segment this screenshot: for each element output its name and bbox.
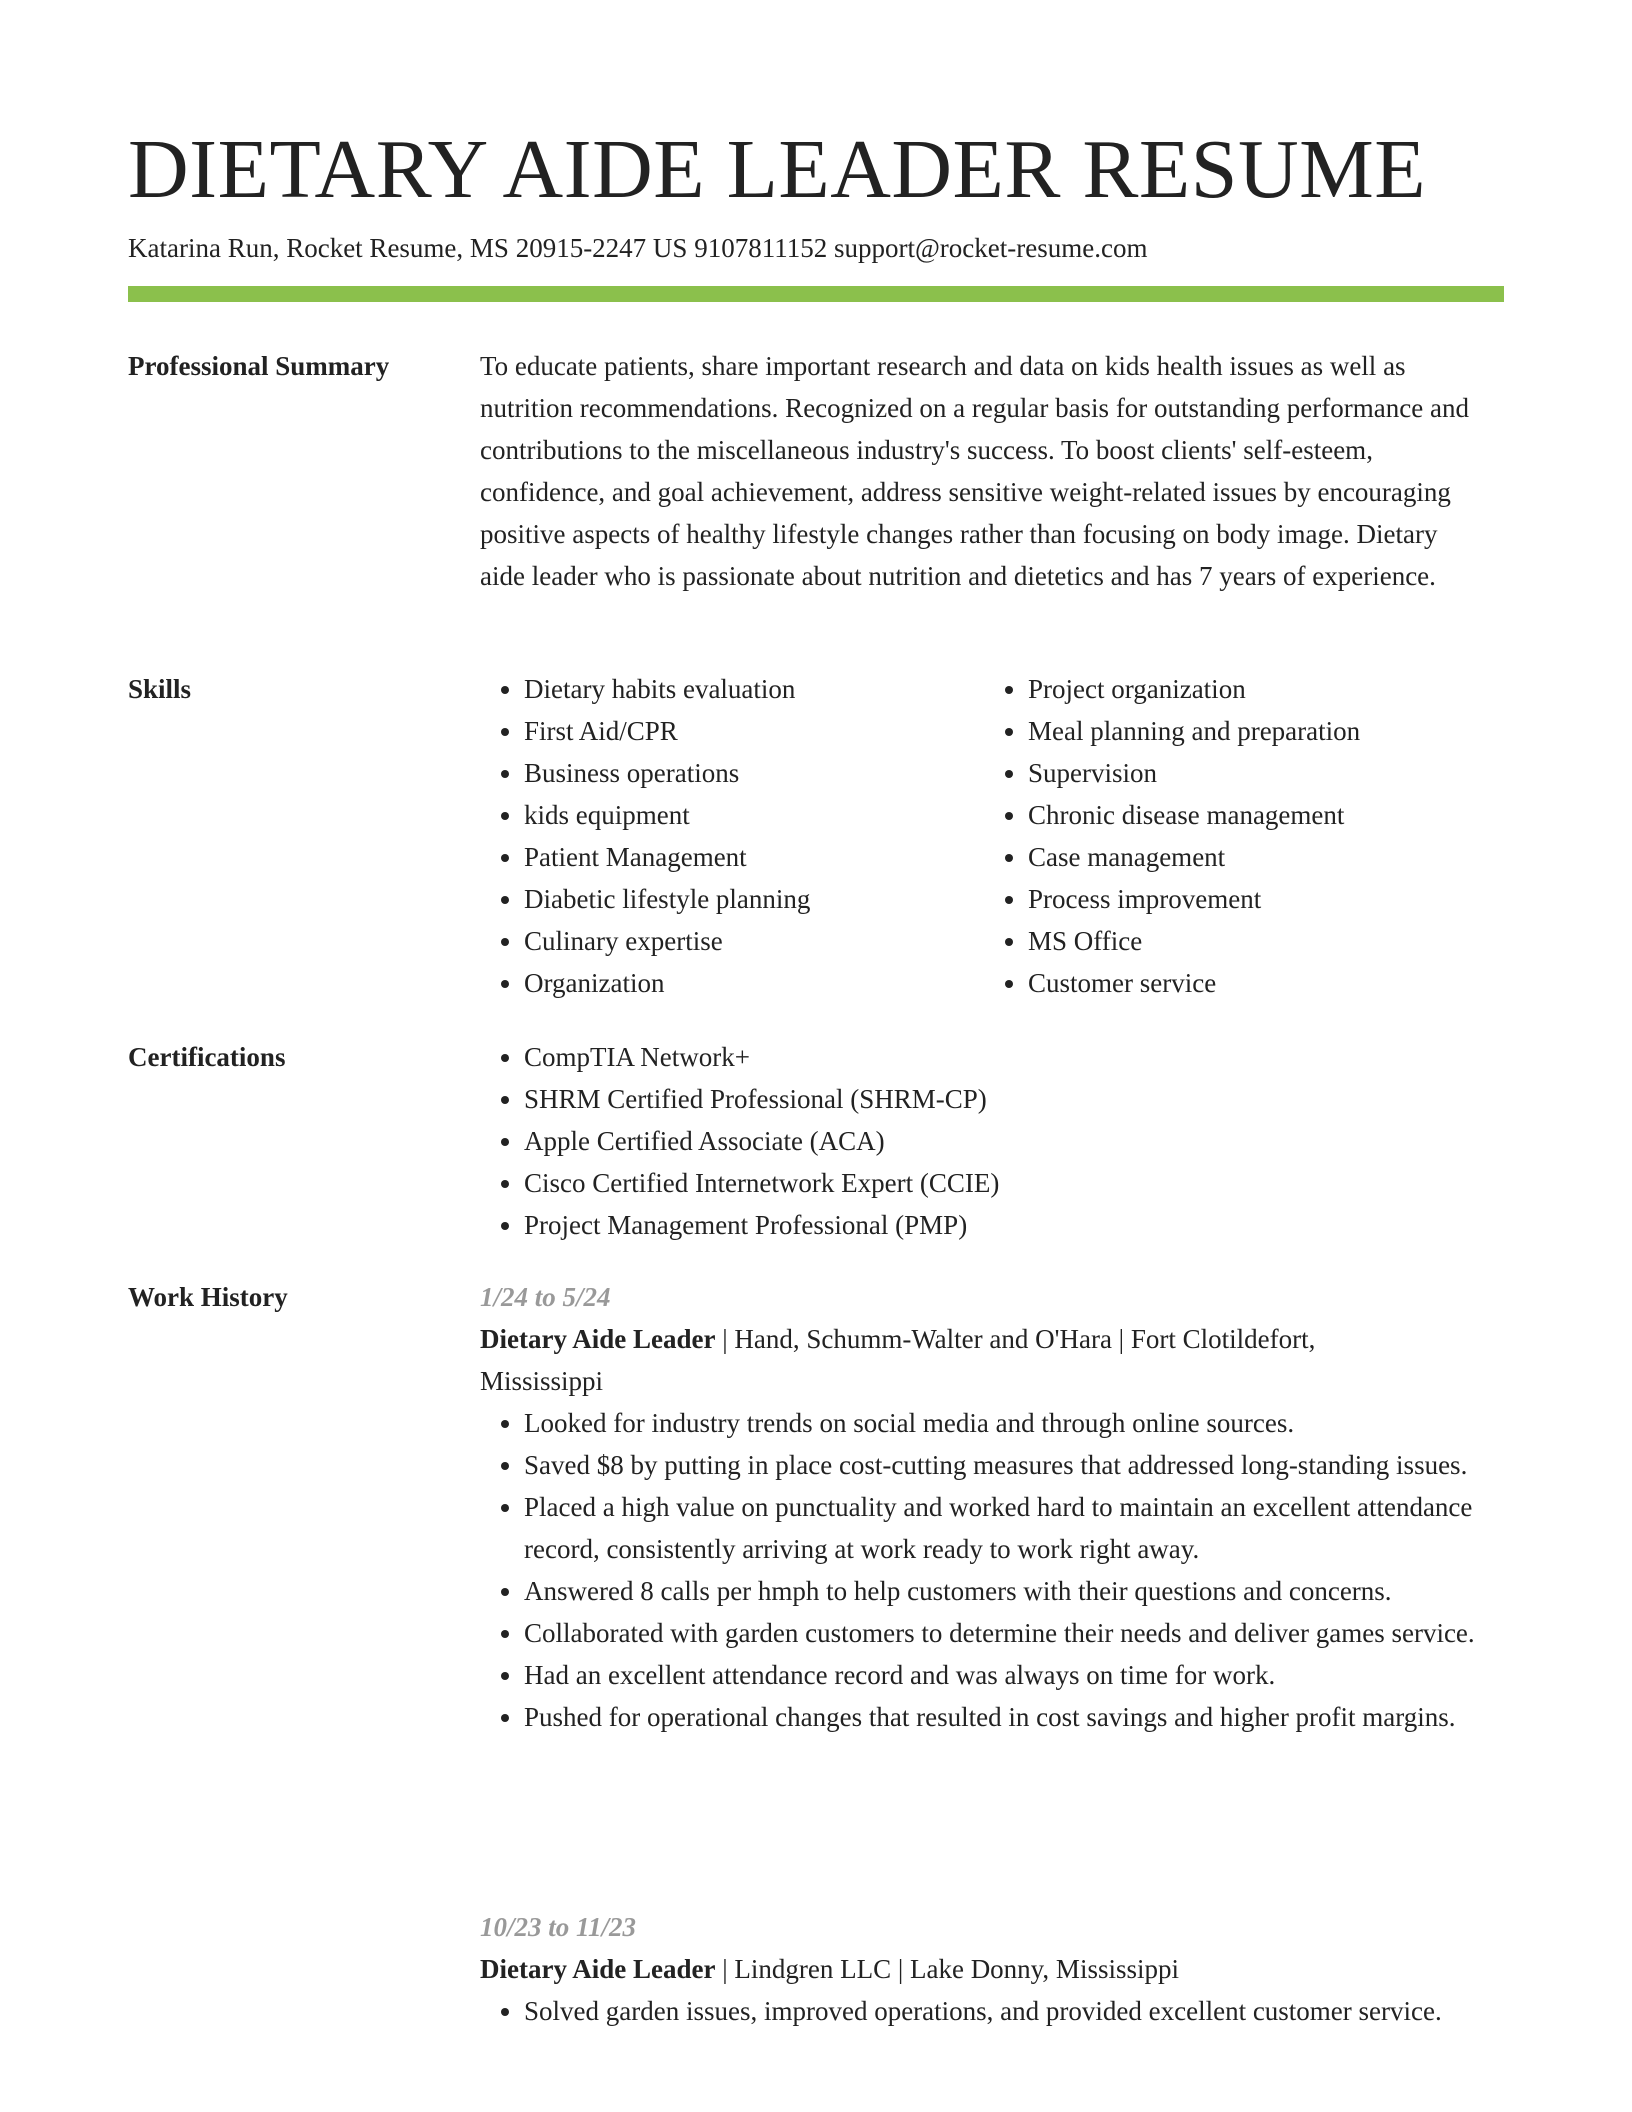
job-dates: 10/23 to 11/23 bbox=[480, 1912, 637, 1942]
job-bullet: • Answered 8 calls per hmph to help customers with their questions and concerns. bbox=[524, 1570, 1490, 1612]
job-bullets bbox=[480, 1990, 1490, 2032]
certification-item: • SHRM Certified Professional (SHRM-CP) bbox=[524, 1078, 1480, 1120]
skill-item: • First Aid/CPR bbox=[524, 710, 984, 752]
certification-item: • Cisco Certified Internetwork Expert (CCIE) bbox=[524, 1162, 1480, 1204]
skill-item: • Business operations bbox=[524, 752, 984, 794]
skills-label: Skills bbox=[128, 674, 192, 704]
certification-item: • CompTIA Network+ bbox=[524, 1036, 1480, 1078]
skills-column-left bbox=[480, 668, 984, 1004]
skill-item: • Project organization bbox=[1028, 668, 1488, 710]
skill-item: • MS Office bbox=[1028, 920, 1488, 962]
skill-item: • Organization bbox=[524, 962, 984, 1004]
skills-list-left bbox=[480, 668, 984, 1004]
job-bullet: • Placed a high value on punctuality and worked hard to maintain an excellent attendance record, consistently arriving at work ready to work right away. bbox=[524, 1486, 1490, 1570]
skill-item: • Patient Management bbox=[524, 836, 984, 878]
job-bullets bbox=[480, 1402, 1490, 1738]
summary-body bbox=[480, 345, 1480, 597]
skill-item: • Case management bbox=[1028, 836, 1488, 878]
skills-body bbox=[480, 668, 1480, 1004]
job-entry bbox=[480, 1906, 1490, 2032]
resume-title: DIETARY AIDE LEADER RESUME bbox=[128, 123, 1427, 216]
job-details: | Lindgren LLC | Lake Donny, Mississippi bbox=[715, 1954, 1179, 1984]
job-bullet: • Solved garden issues, improved operations, and provided excellent customer service. bbox=[524, 1990, 1490, 2032]
job-title: Dietary Aide Leader bbox=[480, 1954, 716, 1984]
summary-text: To educate patients, share important research and data on kids health issues as well as nutrition recommendations. Recognized on a regular basis for outstanding performance and contributions to the miscellaneous industry's success. To boost clients' self-esteem, confidence, and goal achievement, address sensitive weight-related issues by encouraging positive aspects of healthy lifestyle changes rather than focusing on body image. Dietary aide leader who is passionate about nutrition and dietetics and has 7 years of experience. bbox=[480, 351, 1469, 591]
job-bullet: • Had an excellent attendance record and was always on time for work. bbox=[524, 1654, 1490, 1696]
job-title: Dietary Aide Leader bbox=[480, 1324, 716, 1354]
accent-divider bbox=[128, 286, 1504, 302]
skill-item: • Process improvement bbox=[1028, 878, 1488, 920]
certification-item: • Project Management Professional (PMP) bbox=[524, 1204, 1480, 1246]
certifications-body bbox=[480, 1036, 1480, 1246]
skill-item: • Dietary habits evaluation bbox=[524, 668, 984, 710]
contact-line: Katarina Run, Rocket Resume, MS 20915-2247 US 9107811152 support@rocket-resume.com bbox=[128, 233, 1148, 263]
work-history-label: Work History bbox=[128, 1282, 288, 1312]
skills-list-right bbox=[984, 668, 1488, 1004]
certification-item: • Apple Certified Associate (ACA) bbox=[524, 1120, 1480, 1162]
summary-label: Professional Summary bbox=[128, 351, 390, 381]
certifications-label: Certifications bbox=[128, 1042, 286, 1072]
skill-item: • Customer service bbox=[1028, 962, 1488, 1004]
job-header bbox=[480, 1318, 1440, 1402]
skill-item: • Chronic disease management bbox=[1028, 794, 1488, 836]
skill-item: • Diabetic lifestyle planning bbox=[524, 878, 984, 920]
skill-item: • Culinary expertise bbox=[524, 920, 984, 962]
job-dates: 1/24 to 5/24 bbox=[480, 1282, 611, 1312]
job-details: | Hand, Schumm-Walter and O'Hara | Fort Clotildefort, Mississippi bbox=[480, 1324, 1316, 1396]
job-header bbox=[480, 1948, 1440, 1990]
skill-item: • Supervision bbox=[1028, 752, 1488, 794]
skills-columns bbox=[480, 668, 1490, 1004]
skill-item: • Meal planning and preparation bbox=[1028, 710, 1488, 752]
job-entry bbox=[480, 1276, 1490, 1738]
job-bullet: • Pushed for operational changes that resulted in cost savings and higher profit margins. bbox=[524, 1696, 1490, 1738]
job-bullet: • Saved $8 by putting in place cost-cutting measures that addressed long-standing issues. bbox=[524, 1444, 1490, 1486]
certifications-list bbox=[480, 1036, 1480, 1246]
job-bullet: • Looked for industry trends on social media and through online sources. bbox=[524, 1402, 1490, 1444]
skills-column-right bbox=[984, 668, 1488, 1004]
job-bullet: • Collaborated with garden customers to determine their needs and deliver games service. bbox=[524, 1612, 1490, 1654]
skill-item: • kids equipment bbox=[524, 794, 984, 836]
